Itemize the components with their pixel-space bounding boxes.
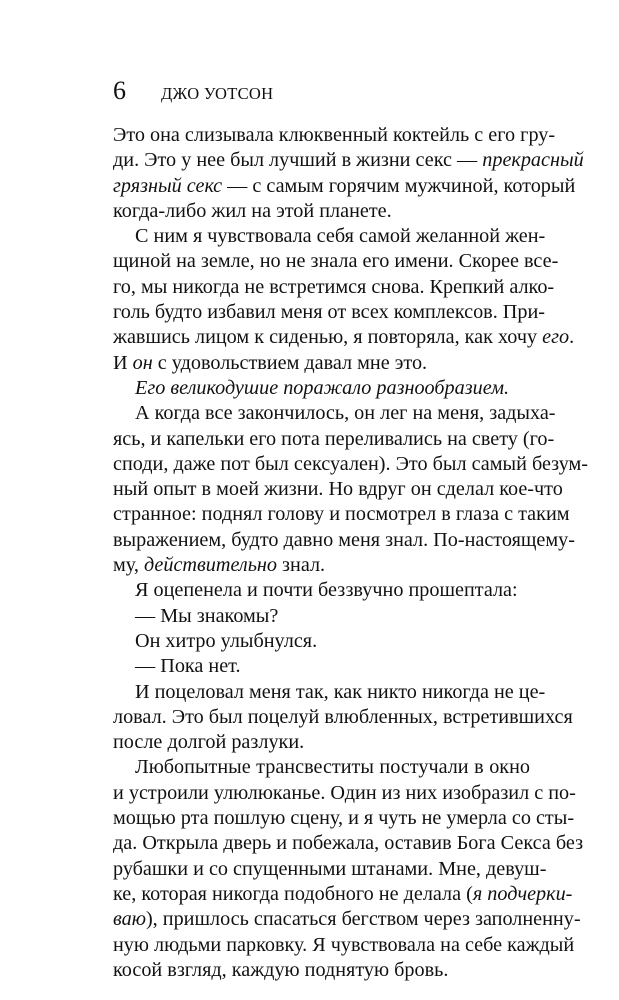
author-name: ДЖО УОТСОН <box>161 84 274 103</box>
text-line: Он хитро улыбнулся. <box>135 629 318 652</box>
text-line: когда-либо жил на этой планете. <box>113 199 392 222</box>
text-line: Это она слизывала клюквенный коктейль с его гру- <box>113 124 556 146</box>
text-line: и устроили улюлюканье. Один из них изобразил с по- <box>113 781 576 804</box>
text-line: косой взгляд, каждую поднятую бровь. <box>113 958 449 981</box>
text-line: С ним я чувствовала себя самой желанной жен- <box>135 225 546 248</box>
text-line: рубашки и со спущенными штанами. Мне, девуш- <box>113 857 547 880</box>
text-line: ловал. Это был поцелуй влюбленных, встретившихся <box>113 705 573 728</box>
dialogue-line: — Мы знакомы? <box>135 604 279 627</box>
text-line: щиной на земле, но не знала его имени. Скорее все- <box>113 250 559 273</box>
text-line: Любопытные трансвеститы постучали в окно <box>135 756 530 779</box>
text-line: ке, которая никогда подобного не делала (я подчерки- <box>113 882 573 905</box>
text-line: ную людьми парковку. Я чувствовала на себе каждый <box>113 933 575 956</box>
text-line: выражением, будто давно меня знал. По-настоящему- <box>113 528 575 551</box>
text-line: странное: поднял голову и посмотрел в глаза с таким <box>113 503 570 526</box>
text-line: Я оцепенела и почти беззвучно прошептала: <box>135 579 518 602</box>
text-line: ди. Это у нее был лучший в жизни секс — прекрасный <box>113 149 584 172</box>
text-line: Его великодушие поражало разнообразием. <box>135 376 510 399</box>
text-line: А когда все закончилось, он лег на меня, задыха- <box>135 402 556 425</box>
dialogue-line: — Пока нет. <box>135 655 241 678</box>
running-header <box>113 78 273 104</box>
text-line: да. Открыла дверь и побежала, оставив Бога Секса без <box>113 832 584 855</box>
text-line: ясь, и капельки его пота переливались на свету (го- <box>113 427 555 450</box>
page-number: 6 <box>113 76 126 105</box>
text-line: И он с удовольствием давал мне это. <box>113 351 428 374</box>
body-text <box>113 123 589 983</box>
text-line: ный опыт в моей жизни. Но вдруг он сделал кое-что <box>113 478 563 501</box>
text-line: грязный секс — с самым горячим мужчиной, который <box>113 174 576 197</box>
text-line: го, мы никогда не встретимся снова. Крепкий алко- <box>113 275 555 298</box>
text-line: И поцеловал меня так, как никто никогда не це- <box>135 680 546 703</box>
text-line: жавшись лицом к сиденью, я повторяла, как хочу его. <box>113 326 575 349</box>
text-line: му, действительно знал. <box>113 554 326 577</box>
text-line: споди, даже пот был сексуален). Это был самый безум- <box>113 452 589 475</box>
text-line: голь будто избавил меня от всех комплексов. При- <box>113 301 545 324</box>
text-line: мощью рта пошлую сцену, и я чуть не умерла со сты- <box>113 807 575 830</box>
text-line: ваю), пришлось спасаться бегством через заполненну- <box>113 908 581 931</box>
text-line: после долгой разлуки. <box>113 731 305 754</box>
